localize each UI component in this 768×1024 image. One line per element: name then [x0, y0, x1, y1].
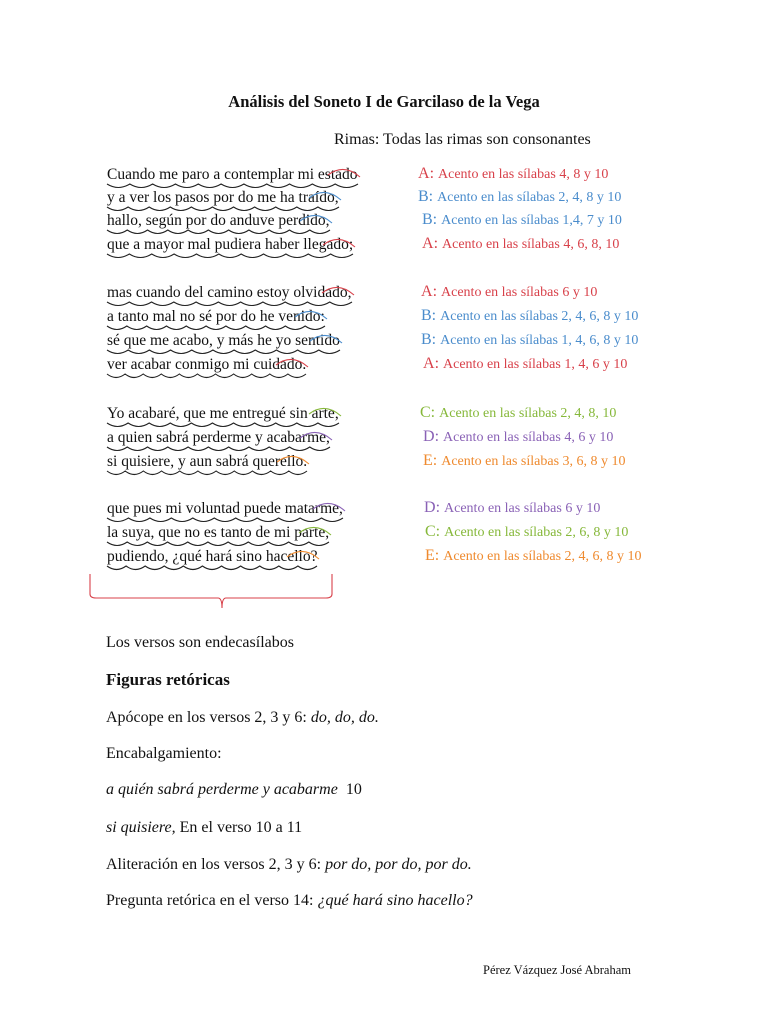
syllable-arcs	[107, 374, 306, 378]
enjambment-label: Encabalgamiento:	[106, 745, 222, 762]
accent-info: Acento en las sílabas 3, 6, 8 y 10	[441, 454, 626, 469]
syllable-arcs	[107, 447, 330, 451]
enjambment-example-2	[106, 819, 302, 837]
apocope-label: Apócope en los versos 2, 3 y 6:	[106, 709, 307, 726]
rhyme-circle	[328, 169, 360, 177]
verse-line: y a ver los pasos por do me ha traído,	[107, 189, 339, 206]
rhetorical-question-label: Pregunta retórica en el verso 14:	[106, 892, 314, 909]
rhyme-letter: A	[423, 355, 435, 372]
accent-info: Acento en las sílabas 2, 4, 8 y 10	[437, 190, 622, 205]
author-name: Pérez Vázquez José Abraham	[483, 963, 631, 977]
verse-line: que a mayor mal pudiera haber llegado;	[107, 236, 354, 253]
verse-line: ver acabar conmigo mi cuidado.	[107, 356, 307, 373]
rhyme-annotation: A: Acento en las sílabas 4, 6, 8, 10	[422, 235, 620, 252]
verse-line: pudiendo, ¿qué hará sino hacello?	[107, 548, 318, 565]
rhyme-circle	[287, 551, 319, 559]
rhyme-annotation: A: Acento en las sílabas 6 y 10	[421, 283, 598, 300]
rhyme-circle	[309, 408, 341, 416]
rhetorical-question-line	[106, 892, 473, 910]
enjambment-verse-2: si quisiere,	[106, 819, 176, 836]
syllable-arcs	[107, 518, 343, 522]
verse-line: mas cuando del camino estoy olvidado,	[107, 284, 352, 301]
syllable-arcs	[107, 230, 330, 234]
enjambment-range: En el verso 10 a 11	[179, 819, 303, 836]
rhyme-circle	[323, 239, 355, 247]
apocope-example: do, do, do.	[310, 709, 379, 726]
enjambment-verse-1: a quién sabrá perderme y acabarme	[106, 781, 338, 798]
rhetorical-question-example: ¿qué hará sino hacello?	[317, 892, 473, 909]
verse-line: sé que me acabo, y más he yo sentido	[107, 332, 340, 349]
verse-line: que pues mi voluntad puede matarme,	[107, 500, 343, 517]
verse-line: a tanto mal no sé por do he venido:	[107, 308, 325, 325]
verse-line: a quien sabrá perderme y acabarme,	[107, 429, 330, 446]
accent-info: Acento en las sílabas 4, 8 y 10	[438, 167, 609, 182]
rhyme-letter: B	[421, 331, 432, 348]
rhyme-annotation: C: Acento en las sílabas 2, 6, 8 y 10	[425, 523, 629, 540]
rhyme-annotation: C: Acento en las sílabas 2, 4, 8, 10	[420, 404, 617, 421]
verse-line: la suya, que no es tanto de mi parte,	[107, 524, 330, 541]
accent-info: Acento en las sílabas 6 y 10	[441, 285, 598, 300]
verse-line: Cuando me paro a contemplar mi estado	[107, 166, 358, 183]
rhyme-circle	[299, 527, 331, 535]
enjambment-example-1	[106, 781, 362, 799]
rhyme-annotation: E: Acento en las sílabas 2, 4, 6, 8 y 10	[425, 547, 642, 564]
rhyme-circle	[277, 456, 309, 464]
verse-line: si quisiere, y aun sabrá querello.	[107, 453, 308, 470]
rhyme-letter: D	[424, 499, 436, 516]
syllable-arcs	[107, 542, 329, 546]
rhyme-letter: A	[421, 283, 433, 300]
rhyme-circle	[300, 432, 332, 440]
accent-info: Acento en las sílabas 4, 6, 8, 10	[442, 237, 620, 252]
accent-info: Acento en las sílabas 2, 4, 6, 8 y 10	[443, 549, 642, 564]
accent-info: Acento en las sílabas 2, 4, 8, 10	[439, 406, 617, 421]
meter-note: Los versos son endecasílabos	[106, 634, 294, 651]
rhyme-letter: D	[423, 428, 435, 445]
rhyme-letter: A	[422, 235, 434, 252]
verse-line: hallo, según por do anduve perdido,	[107, 212, 330, 229]
apocope-line	[106, 709, 379, 727]
enjambment-verse-number: 10	[345, 781, 362, 798]
accent-info: Acento en las sílabas 2, 6, 8 y 10	[444, 525, 629, 540]
rhyme-circle	[313, 503, 345, 511]
syllable-arcs	[107, 566, 317, 570]
accent-info: Acento en las sílabas 1,4, 7 y 10	[441, 213, 622, 228]
document-title: Análisis del Soneto I de Garcilaso de la Vega	[228, 92, 540, 111]
rhyme-circle	[322, 287, 354, 295]
syllable-arcs	[107, 423, 339, 427]
syllable-arcs	[107, 207, 339, 211]
verse-line: Yo acabaré, que me entregué sin arte,	[107, 405, 339, 422]
rhyme-letter: C	[425, 523, 436, 540]
rhyme-annotation: A: Acento en las sílabas 4, 8 y 10	[418, 165, 609, 182]
rhyme-annotation: E: Acento en las sílabas 3, 6, 8 y 10	[423, 452, 626, 469]
accent-info: Acento en las sílabas 4, 6 y 10	[443, 430, 614, 445]
rhyme-letter: B	[421, 307, 432, 324]
syllable-arcs	[107, 184, 358, 188]
figures-heading: Figuras retóricas	[106, 670, 230, 689]
syllable-arcs	[107, 326, 325, 330]
rhyme-annotation: D: Acento en las sílabas 6 y 10	[424, 499, 601, 516]
accent-info: Acento en las sílabas 2, 4, 6, 8 y 10	[440, 309, 639, 324]
accent-info: Acento en las sílabas 1, 4, 6 y 10	[443, 357, 628, 372]
alliteration-example: por do, por do, por do.	[325, 856, 472, 873]
rhyme-annotation: B: Acento en las sílabas 1, 4, 6, 8 y 10	[421, 331, 639, 348]
rhyme-circle	[276, 359, 308, 367]
syllable-arcs	[107, 350, 340, 354]
rhyme-circle	[310, 335, 342, 343]
rhyme-annotation: A: Acento en las sílabas 1, 4, 6 y 10	[423, 355, 628, 372]
rhyme-annotation: D: Acento en las sílabas 4, 6 y 10	[423, 428, 614, 445]
rhyme-letter: E	[425, 547, 435, 564]
rhyme-annotation: B: Acento en las sílabas 2, 4, 6, 8 y 10	[421, 307, 639, 324]
alliteration-label: Aliteración en los versos 2, 3 y 6:	[106, 856, 322, 873]
accent-info: Acento en las sílabas 6 y 10	[444, 501, 601, 516]
rhyme-letter: B	[422, 211, 433, 228]
rhyme-letter: C	[420, 404, 431, 421]
tercet-bracket	[90, 574, 332, 608]
rhyme-annotation: B: Acento en las sílabas 1,4, 7 y 10	[422, 211, 622, 228]
rhymes-note: Rimas: Todas las rimas son consonantes	[334, 131, 591, 148]
syllable-arcs	[107, 302, 352, 306]
rhyme-annotation: B: Acento en las sílabas 2, 4, 8 y 10	[418, 188, 622, 205]
syllable-arcs	[107, 471, 307, 475]
alliteration-line	[106, 856, 472, 874]
syllable-arcs	[107, 254, 353, 258]
rhyme-letter: A	[418, 165, 430, 182]
accent-info: Acento en las sílabas 1, 4, 6, 8 y 10	[440, 333, 639, 348]
rhyme-letter: E	[423, 452, 433, 469]
rhyme-circle	[295, 311, 327, 319]
rhyme-circle	[309, 192, 341, 200]
rhyme-letter: B	[418, 188, 429, 205]
rhyme-circle	[300, 215, 332, 223]
